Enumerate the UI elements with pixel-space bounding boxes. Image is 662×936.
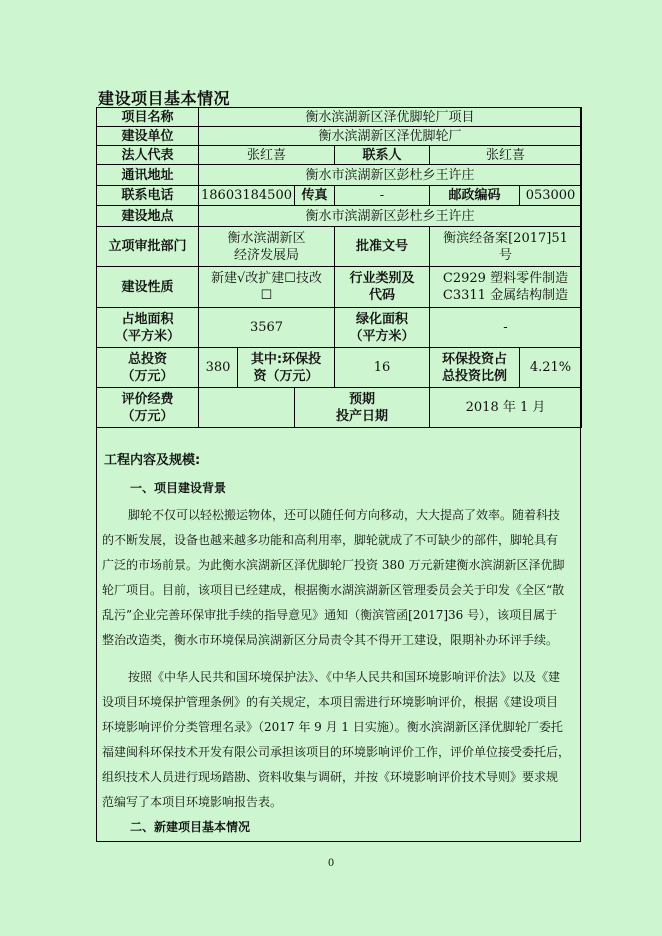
prod-date-label (295, 388, 430, 428)
nature-line-1: 新建√改扩建☐技改 (211, 271, 322, 286)
industry-label-line-2: 代码 (368, 288, 395, 303)
industry-line-1: C2929 塑料零件制造 (442, 271, 569, 286)
page-number: 0 (327, 858, 335, 869)
sub-title-basic-info: 二、新建项目基本情况 (130, 820, 251, 834)
env-ratio-label-line-1: 环保投资占 (441, 351, 507, 367)
industry-label (335, 267, 430, 308)
industry-label-line-1: 行业类别及 (349, 271, 415, 286)
project-name-label: 项目名称 (97, 108, 199, 127)
env-invest-value: 16 (335, 348, 430, 388)
nature-line-2: ☐ (260, 288, 273, 303)
postcode-label: 邮政编码 (430, 186, 520, 206)
approval-dept-label: 立项审批部门 (97, 227, 199, 267)
paragraph-line: 广泛的市场前景。为此衡水滨湖新区泽优脚轮厂投资 380 万元新建衡水滨湖新区泽优脚 (102, 558, 565, 572)
env-invest-label-line-2: 资（万元） (253, 368, 319, 384)
unit-label: 建设单位 (97, 127, 199, 146)
row-investment (97, 348, 582, 388)
row-phone (97, 186, 582, 206)
area-value: 3567 (199, 308, 335, 348)
invest-label-line-1: 总投资 (127, 351, 167, 367)
site-label: 建设地点 (97, 206, 199, 227)
eval-fee-label (97, 388, 199, 428)
contact-value: 张红喜 (430, 146, 582, 165)
approval-dept-value (199, 227, 335, 267)
section-title: 工程内容及规模: (104, 453, 201, 468)
paragraph-regulation (102, 665, 576, 815)
address-label: 通讯地址 (97, 165, 199, 186)
paragraph-line: 脚轮不仅可以轻松搬运物体，还可以随任何方向移动，大大提高了效率。随着科技 (128, 508, 561, 522)
env-ratio-value: 4.21% (520, 348, 582, 388)
approval-no-line-2: 号 (499, 247, 513, 263)
paragraph-line: 乱污”企业完善环保审批手续的指导意见》通知（衡滨管函[2017]36 号），该项目属于 (102, 608, 558, 622)
area-label-line-1: 占地面积 (121, 311, 174, 327)
postcode-value: 053000 (520, 186, 582, 206)
row-site (97, 206, 582, 227)
approval-no-line-1: 衡滨经备案[2017]51 (443, 230, 568, 246)
paragraph-line: 轮厂项目。目前，该项目已经建成，根据衡水湖滨湖新区管理委员会关于印发《全区“散 (102, 583, 565, 597)
sub-title-background: 一、项目建设背景 (130, 481, 227, 495)
row-approval (97, 227, 582, 267)
paragraph-line: 组织技术人员进行现场踏勘、资料收集与调研，并按《环境影响评价技术导则》要求规 (102, 770, 559, 784)
row-unit (97, 127, 582, 146)
env-ratio-label-line-2: 总投资比例 (441, 368, 507, 384)
eval-fee-value (199, 388, 295, 428)
area-label (97, 308, 199, 348)
prod-date-label-line-2: 投产日期 (335, 408, 388, 424)
row-nature (97, 267, 582, 308)
green-label-line-2: （平方米） (349, 328, 415, 344)
paragraph-line: 福建闽科环保技术开发有限公司承担该项目的环境影响评价工作，评价单位接受委托后， (102, 745, 571, 759)
site-value: 衡水市滨湖新区彭杜乡王许庄 (199, 206, 582, 227)
nature-label: 建设性质 (97, 267, 199, 308)
legal-rep-value: 张红喜 (199, 146, 335, 165)
unit-value: 衡水滨湖新区泽优脚轮厂 (199, 127, 582, 146)
prod-date-value: 2018 年 1 月 (430, 388, 582, 428)
approval-no-label: 批准文号 (335, 227, 430, 267)
phone-label: 联系电话 (97, 186, 199, 206)
green-label-line-1: 绿化面积 (355, 311, 408, 327)
industry-line-2: C3311 金属结构制造 (442, 288, 569, 303)
paragraph-line: 环境影响评价分类管理名录》（2017 年 9 月 1 日实施）。衡水滨湖新区泽优脚轮厂委托 (102, 720, 563, 734)
invest-label (97, 348, 199, 388)
industry-value (430, 267, 582, 308)
row-address (97, 165, 582, 186)
invest-label-line-2: （万元） (121, 368, 174, 384)
fax-value: - (335, 186, 430, 206)
eval-fee-label-line-1: 评价经费 (121, 391, 174, 407)
approval-no-value (430, 227, 582, 267)
legal-rep-label: 法人代表 (97, 146, 199, 165)
paragraph-line: 的不断发展，设备也越来越多功能和高利用率，脚轮就成了不可缺少的部件，脚轮具有 (102, 533, 559, 547)
invest-value: 380 (199, 348, 238, 388)
env-invest-label (238, 348, 335, 388)
fax-label: 传真 (295, 186, 335, 206)
row-legal-rep (97, 146, 582, 165)
env-ratio-label (430, 348, 520, 388)
row-area (97, 308, 582, 348)
project-name-value: 衡水滨湖新区泽优脚轮厂项目 (199, 108, 582, 127)
paragraph-background (102, 503, 576, 653)
phone-value: 18603184500 (199, 186, 295, 206)
row-project-name (97, 108, 582, 127)
green-label (335, 308, 430, 348)
green-value: - (430, 308, 582, 348)
paragraph-line: 整治改造类，衡水市环境保局滨湖新区分局责令其不得开工建设，限期补办环评手续。 (102, 633, 559, 647)
basic-info-table (96, 107, 582, 428)
address-value: 衡水市滨湖新区彭杜乡王许庄 (199, 165, 582, 186)
contact-label: 联系人 (335, 146, 430, 165)
nature-value (199, 267, 335, 308)
eval-fee-label-line-2: （万元） (121, 408, 174, 424)
area-label-line-2: （平方米） (114, 328, 180, 344)
approval-dept-line-2: 经济发展局 (233, 247, 299, 263)
env-invest-label-line-1: 其中:环保投 (250, 351, 322, 367)
paragraph-line: 按照《中华人民共和国环境保护法》、《中华人民共和国环境影响评价法》以及《建 (128, 670, 561, 684)
row-eval (97, 388, 582, 428)
paragraph-line: 设项目环境保护管理条例》的有关规定，本项目需进行环境影响评价，根据《建设项目 (102, 695, 559, 709)
page-title: 建设项目基本情况 (98, 89, 231, 108)
approval-dept-line-1: 衡水滨湖新区 (227, 230, 306, 246)
prod-date-label-line-1: 预期 (348, 391, 375, 407)
paragraph-line: 范编写了本项目环境影响报告表。 (102, 795, 283, 809)
